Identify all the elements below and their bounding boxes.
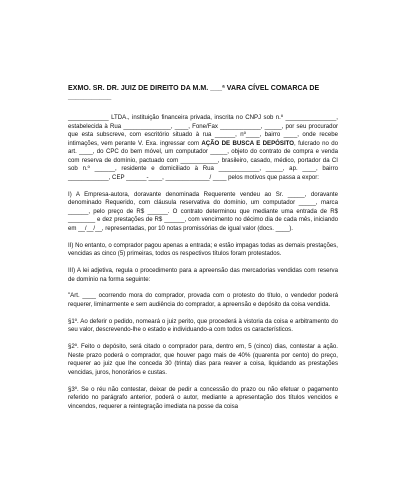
paragraph-i: I) A Empresa-autora, doravante denominada Requerente vendeu ao Sr. _____, doravante denominado Requerido, com cláusula reservativa do domínio, um computador _____, marca ______, pelo preço de R$ ______. O contrato determinou que mediante uma entrada de R$ ________ e dez prestações de R$ ______, com vencimento no décimo dia de cada mês, iniciando em __/__/__, representadas, por 10 notas promissórias de igual valor (docs. ____). (68, 190, 338, 232)
intro-text-part-1: ____________ LTDA., instituição financeira privada, inscrita no CNPJ sob n.º _______________, estabelecida à Rua ______________, ____, Fone/Fax ____________, _____, por seu procurador que esta subscreve, com escritório situado à rua ______, nº____, bairro ____, onde recebe intimações, vem perante V. Exa. ingressar com (68, 114, 338, 147)
intro-text-part-2: , fulcrado no do art. ____, do CPC do bem móvel, um computador _____, objeto do contrato de compra e venda com reserva de domínio, pactuado com ___________, brasileiro, casado, médico, portador da CI sob n.º ______, residente e domiciliado à Rua ____________, _____, ap. ____, bairro ____________, CEP ______-____, _____________/ ____ pelos motivos que passa a expor: (68, 139, 338, 181)
paragraph-ii: II) No entanto, o comprador pagou apenas a entrada; e estão impagas todas as demais prestações, vencidas as cinco (5) primeiras, todos os respectivos títulos foram protestados. (68, 241, 338, 258)
section-1: §1º. Ao deferir o pedido, nomeará o juiz perito, que procederá à vistoria da coisa e arbitramento do seu valor, descrevendo-lhe o estado e individuando-a com todos os característicos. (68, 317, 338, 334)
action-title: AÇÃO DE BUSCA E DEPÓSITO (201, 139, 295, 147)
section-2: §2º. Feito o depósito, será citado o comprador para, dentro em, 5 (cinco) dias, contestar a ação. Neste prazo poderá o comprador, que houver pago mais de 40% (quarenta por cento) do preço, requerer ao juiz que lhe conceda 30 (trinta) dias para reaver a coisa, liquidando as prestações vencidas, juros, honorários e custas. (68, 343, 338, 376)
petition-heading: EXMO. SR. DR. JUIZ DE DIREITO DA M.M. ___ª VARA CÍVEL COMARCA DE ___________ (68, 85, 320, 101)
paragraph-iii: III) A lei adjetiva, regula o procedimento para a apreensão das mercadorias vendidas com reserva de domínio na forma seguinte: (68, 267, 338, 283)
intro-paragraph (68, 114, 338, 182)
quoted-article: "Art. ____ ocorrendo mora do comprador, provada com o protesto do título, o vendedor poderá requerer, liminarmente e sem audiência do comprador, a apreensão e depósito da coisa vendida. (68, 292, 338, 309)
section-3: §3º. Se o réu não contestar, deixar de pedir a concessão do prazo ou não efetuar o pagamento referido no parágrafo anterior, poderá o autor, mediante a apresentação dos títulos vencidos e vincendos, requerer a reintegração imediata na posse da coisa (68, 385, 338, 410)
